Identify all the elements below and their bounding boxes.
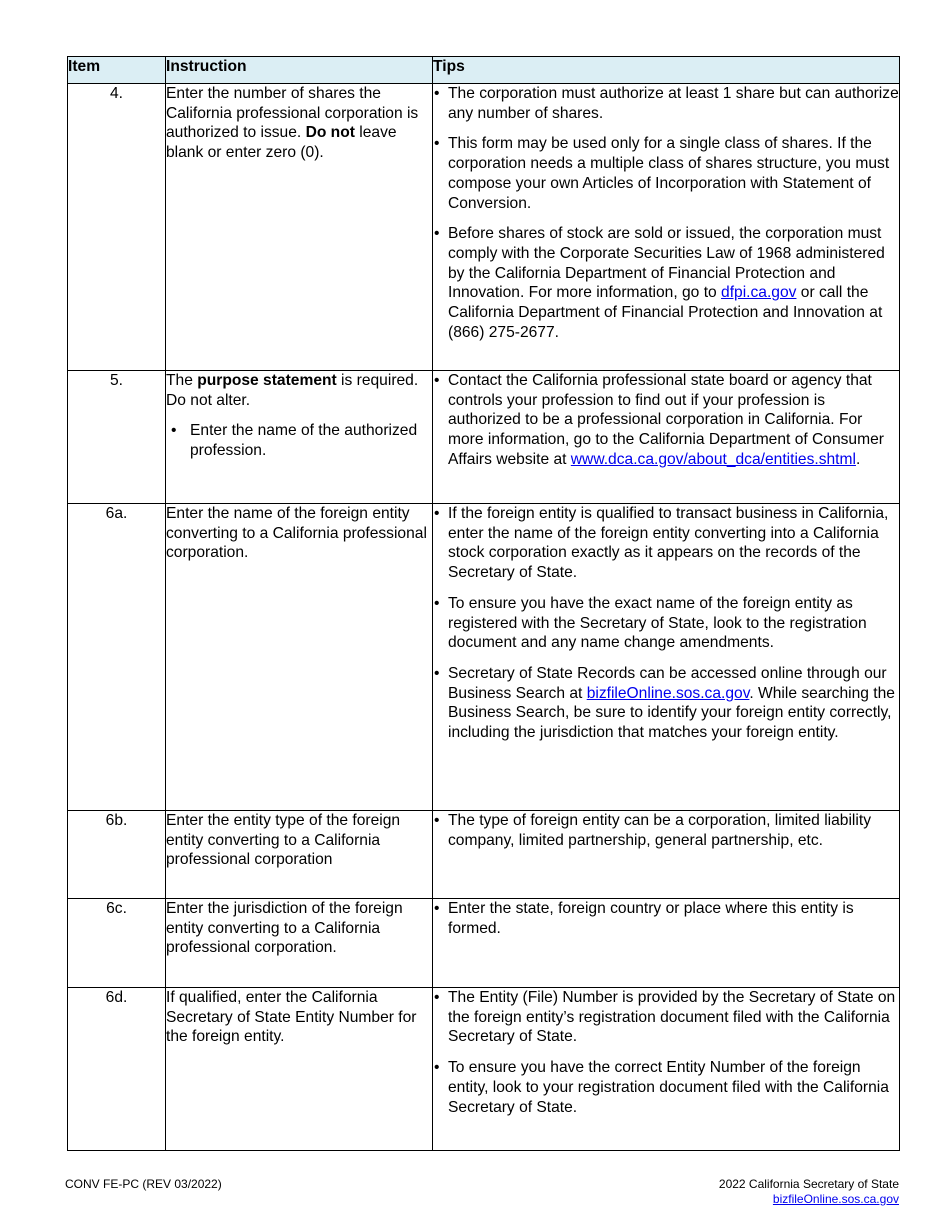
instruction-cell <box>166 84 433 371</box>
tips-cell <box>433 899 900 988</box>
tips-cell <box>433 504 900 811</box>
instruction-text-part: The <box>166 372 198 389</box>
tip-item: • If the foreign entity is qualified to transact business in California, enter the name of the foreign entity converting into a California stock corporation exactly as it appears on the records of the Secretary of State. <box>433 504 899 583</box>
bizfile-link[interactable]: bizfileOnline.sos.ca.gov <box>586 684 750 702</box>
form-id-footer: CONV FE-PC (REV 03/2022) <box>65 1177 222 1191</box>
instruction-bold-text: Do not <box>305 124 355 142</box>
table-row-6d <box>68 988 900 1151</box>
tip-item: • The Entity (File) Number is provided by the Secretary of State on the foreign entity’s registration document filed with the California Secretary of State. <box>433 988 899 1047</box>
table-row-6c <box>68 899 900 988</box>
tip-item: • The type of foreign entity can be a corporation, limited liability company, limited partnership, general partnership, etc. <box>433 811 899 850</box>
tip-item: • This form may be used only for a single class of shares. If the corporation needs a multiple class of shares structure, you must compose your own Articles of Incorporation with Statement of Conversion. <box>433 134 899 213</box>
tip-text: . While searching the Business Search, be sure to identify your foreign entity correctly, including the jurisdiction that matches your foreign entity. <box>448 684 895 742</box>
header-tips: Tips <box>433 57 900 84</box>
tip-item: • The corporation must authorize at least 1 share but can authorize any number of shares. <box>433 84 899 123</box>
table-row-4 <box>68 84 900 371</box>
header-item: Item <box>68 57 166 84</box>
table-row-5 <box>68 371 900 504</box>
copyright-text: 2022 California Secretary of State <box>718 1177 899 1191</box>
instruction-cell <box>166 371 433 504</box>
instruction-bold-text: purpose statement <box>197 372 337 389</box>
tip-item: • To ensure you have the correct Entity Number of the foreign entity, look to your registration document filed with the California Secretary of State. <box>433 1058 899 1117</box>
dfpi-link[interactable]: dfpi.ca.gov <box>721 284 797 302</box>
dca-link[interactable]: www.dca.ca.gov/about_dca/entities.shtml <box>570 450 856 468</box>
instruction-text-part: is required. Do not alter. <box>166 372 419 409</box>
item-number: 4. <box>68 84 166 371</box>
table-row-6b <box>68 811 900 899</box>
tip-text: . <box>855 450 861 468</box>
instruction-text: leave blank or enter zero (0). <box>166 124 397 162</box>
header-instruction: Instruction <box>166 57 433 84</box>
item-number: 6b. <box>68 811 166 899</box>
instruction-cell: Enter the jurisdiction of the foreign entity converting to a California professional corporation. <box>166 899 433 988</box>
tip-text: Before shares of stock are sold or issued, the corporation must comply with the Corporate Securities Law of 1968 administered by the California Department of Financial Protection and Innovation. For more information, go to <box>448 225 885 302</box>
footer-bizfile-link[interactable]: bizfileOnline.sos.ca.gov <box>772 1192 899 1206</box>
instruction-sub-item: • Enter the name of the authorized profession. <box>171 421 432 460</box>
tip-item: • Enter the state, foreign country or place where this entity is formed. <box>433 899 899 938</box>
tip-text: Secretary of State Records can be accessed online through our Business Search at <box>448 664 887 702</box>
item-number: 5. <box>68 371 166 504</box>
tips-cell <box>433 811 900 899</box>
item-number: 6d. <box>68 988 166 1151</box>
item-number: 6c. <box>68 899 166 988</box>
tips-cell <box>433 84 900 371</box>
instruction-text <box>166 371 432 410</box>
tips-cell <box>433 371 900 504</box>
instruction-cell: Enter the name of the foreign entity converting to a California professional corporation. <box>166 504 433 811</box>
tip-item <box>433 371 899 470</box>
tip-item: • To ensure you have the exact name of the foreign entity as registered with the Secretary of State, look to the registration document and any name change amendments. <box>433 594 899 653</box>
tips-cell <box>433 988 900 1151</box>
tip-item <box>433 224 899 342</box>
tip-item <box>433 664 899 743</box>
table-row-6a <box>68 504 900 811</box>
instructions-table <box>67 56 900 1151</box>
item-number: 6a. <box>68 504 166 811</box>
footer-right <box>719 1177 899 1207</box>
tip-text: Contact the California professional state board or agency that controls your profession to find out if your profession is authorized to be a professional corporation in California. For more information, go to the California Department of Consumer Affairs website at <box>448 372 884 468</box>
tip-text: or call the California Department of Financial Protection and Innovation at (866) 275-2677. <box>448 284 883 341</box>
instruction-cell: Enter the entity type of the foreign entity converting to a California professional corporation <box>166 811 433 899</box>
table-header-row <box>68 57 900 84</box>
instruction-cell: If qualified, enter the California Secretary of State Entity Number for the foreign entity. <box>166 988 433 1151</box>
instruction-text: Enter the number of shares the California professional corporation is authorized to issue. <box>166 85 419 142</box>
